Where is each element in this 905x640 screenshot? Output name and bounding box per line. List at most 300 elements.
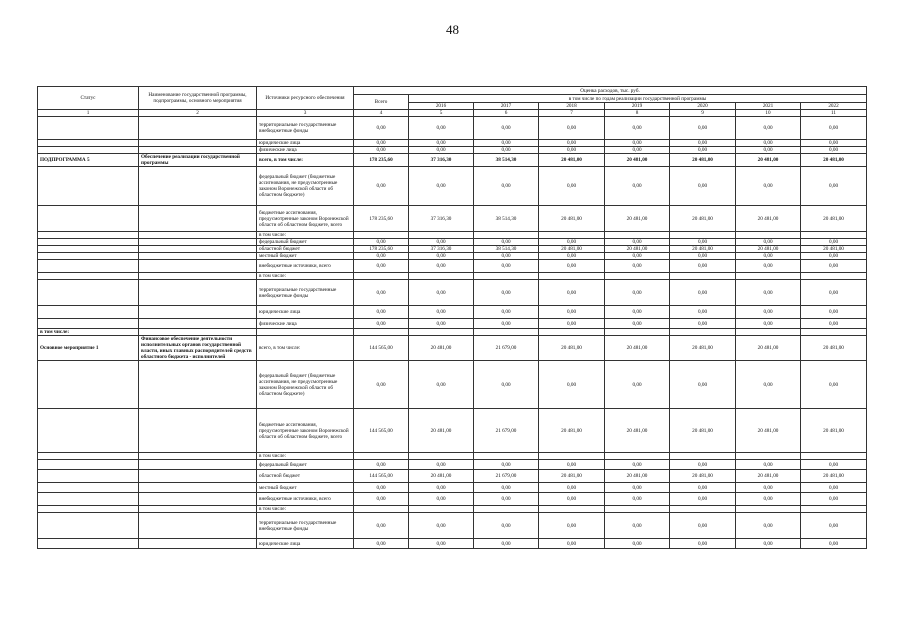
- row-year-value: 0,00: [409, 140, 474, 147]
- row-year-value: 0,00: [409, 147, 474, 154]
- row-year-value: 0,00: [736, 253, 801, 260]
- row-name: Финансовое обеспечение деятельности исполнительных органов государственной власти, иных главных распорядителей средств областного бюджета - исполнителей: [139, 336, 257, 361]
- row-year-value: 0,00: [736, 280, 801, 306]
- row-year-value: 0,00: [474, 361, 539, 409]
- row-year-value: 0,00: [409, 319, 474, 329]
- row-year-value: 0,00: [736, 167, 801, 206]
- row-year-value: 0,00: [474, 147, 539, 154]
- row-total: 0,00: [354, 493, 409, 506]
- row-source: федеральный бюджет (бюджетные ассигнования, не предусмотренные законом Воронежской области об областном бюджете): [257, 361, 354, 409]
- row-year-value: 0,00: [605, 319, 670, 329]
- column-number: 9: [670, 110, 736, 117]
- table-row: [38, 306, 867, 319]
- row-year-value: [801, 329, 867, 336]
- row-name: [139, 280, 257, 306]
- table-row: [38, 280, 867, 306]
- row-name: [139, 253, 257, 260]
- row-total: 0,00: [354, 460, 409, 470]
- row-year-value: 0,00: [409, 306, 474, 319]
- row-year-value: 0,00: [474, 539, 539, 549]
- row-year-value: 0,00: [670, 306, 736, 319]
- row-year-value: 0,00: [801, 361, 867, 409]
- row-year-value: 0,00: [474, 319, 539, 329]
- row-year-value: 0,00: [736, 319, 801, 329]
- row-status: [38, 206, 139, 232]
- row-year-value: 0,00: [539, 147, 605, 154]
- row-year-value: 0,00: [539, 539, 605, 549]
- row-year-value: [409, 453, 474, 460]
- row-year-value: 20 481,00: [605, 246, 670, 253]
- table-row: [38, 147, 867, 154]
- row-year-value: 0,00: [736, 493, 801, 506]
- row-year-value: 0,00: [474, 253, 539, 260]
- row-year-value: 20 481,00: [670, 470, 736, 483]
- row-total: 0,00: [354, 147, 409, 154]
- row-year-value: 20 481,00: [539, 246, 605, 253]
- row-year-value: 0,00: [605, 147, 670, 154]
- row-total: [354, 329, 409, 336]
- row-year-value: 20 481,00: [670, 206, 736, 232]
- table-row: [38, 154, 867, 167]
- row-year-value: 20 481,00: [539, 206, 605, 232]
- row-source: юридические лица: [257, 140, 354, 147]
- row-year-value: [474, 273, 539, 280]
- table-row: [38, 539, 867, 549]
- row-year-value: [605, 273, 670, 280]
- table-row: [38, 460, 867, 470]
- row-total: [354, 453, 409, 460]
- row-name: Обеспечение реализации государственной программы: [139, 154, 257, 167]
- row-year-value: 0,00: [736, 260, 801, 273]
- row-year-value: 38 514,30: [474, 246, 539, 253]
- row-year-value: 21 679,00: [474, 470, 539, 483]
- row-total: 144 565,00: [354, 336, 409, 361]
- row-total: 178 235,60: [354, 154, 409, 167]
- row-year-value: 20 481,00: [539, 154, 605, 167]
- row-year-value: 0,00: [474, 167, 539, 206]
- row-year-value: 0,00: [539, 319, 605, 329]
- row-name: [139, 409, 257, 453]
- row-source: внебюджетные источники, всего: [257, 493, 354, 506]
- row-year-value: 20 481,00: [409, 470, 474, 483]
- row-total: 0,00: [354, 483, 409, 493]
- row-year-value: 0,00: [409, 483, 474, 493]
- row-year-value: 20 481,00: [736, 409, 801, 453]
- row-source: федеральный бюджет (бюджетные ассигнования, не предусмотренные законом Воронежской области об областном бюджете): [257, 167, 354, 206]
- row-year-value: 0,00: [474, 260, 539, 273]
- table-body: [38, 117, 867, 549]
- row-status: [38, 147, 139, 154]
- row-name: [139, 306, 257, 319]
- row-year-value: 0,00: [736, 239, 801, 246]
- row-total: [354, 506, 409, 513]
- row-status: [38, 280, 139, 306]
- row-status: [38, 319, 139, 329]
- row-name: [139, 329, 257, 336]
- row-name: [139, 273, 257, 280]
- row-year-value: [670, 329, 736, 336]
- row-source: федеральный бюджет: [257, 460, 354, 470]
- row-year-value: 20 481,00: [736, 206, 801, 232]
- row-status: [38, 470, 139, 483]
- row-year-value: 0,00: [409, 513, 474, 539]
- row-year-value: 0,00: [670, 253, 736, 260]
- header-status: Статус: [38, 87, 139, 110]
- row-year-value: 0,00: [474, 140, 539, 147]
- row-year-value: 0,00: [409, 167, 474, 206]
- row-year-value: 0,00: [736, 513, 801, 539]
- row-name: [139, 319, 257, 329]
- row-year-value: 20 481,00: [801, 409, 867, 453]
- header-by-years: в том числе по годам реализации государственной программы: [409, 95, 867, 103]
- row-status: [38, 483, 139, 493]
- row-status: [38, 513, 139, 539]
- row-source: в том числе:: [257, 273, 354, 280]
- row-year-value: 0,00: [801, 460, 867, 470]
- column-number: 2: [139, 110, 257, 117]
- row-year-value: 20 481,00: [670, 409, 736, 453]
- row-status: [38, 460, 139, 470]
- column-number: 11: [801, 110, 867, 117]
- row-source: юридические лица: [257, 539, 354, 549]
- row-name: [139, 167, 257, 206]
- row-year-value: 0,00: [801, 280, 867, 306]
- header-source: Источники ресурсного обеспечения: [257, 87, 354, 110]
- row-name: [139, 506, 257, 513]
- row-year-value: 20 481,00: [801, 154, 867, 167]
- table-row: [38, 232, 867, 239]
- row-year-value: [409, 329, 474, 336]
- row-year-value: [474, 506, 539, 513]
- row-status: [38, 140, 139, 147]
- row-source: в том числе:: [257, 506, 354, 513]
- row-year-value: 0,00: [409, 239, 474, 246]
- row-status: [38, 506, 139, 513]
- row-year-value: 20 481,00: [409, 336, 474, 361]
- row-total: 144 565,00: [354, 409, 409, 453]
- row-year-value: 0,00: [605, 513, 670, 539]
- row-source: бюджетные ассигнования, предусмотренные законом Воронежской области об областном бюджете, всего: [257, 409, 354, 453]
- row-total: 178 235,60: [354, 246, 409, 253]
- row-status: [38, 453, 139, 460]
- row-name: [139, 147, 257, 154]
- table-row: [38, 493, 867, 506]
- row-year-value: 20 481,00: [539, 470, 605, 483]
- row-total: [354, 232, 409, 239]
- row-status: [38, 117, 139, 140]
- row-year-value: 0,00: [801, 239, 867, 246]
- row-name: [139, 140, 257, 147]
- row-total: 0,00: [354, 319, 409, 329]
- row-year-value: 0,00: [474, 493, 539, 506]
- row-year-value: 0,00: [605, 253, 670, 260]
- row-year-value: 0,00: [670, 117, 736, 140]
- row-total: 0,00: [354, 513, 409, 539]
- row-source: территориальные государственные внебюджетные фонды: [257, 513, 354, 539]
- row-year-value: 0,00: [605, 280, 670, 306]
- row-year-value: 0,00: [409, 253, 474, 260]
- row-year-value: 20 481,00: [670, 336, 736, 361]
- row-year-value: 0,00: [409, 260, 474, 273]
- row-year-value: 0,00: [605, 140, 670, 147]
- table-row: [38, 329, 867, 336]
- expense-estimate-table: [37, 86, 867, 549]
- row-year-value: [539, 232, 605, 239]
- row-status: [38, 306, 139, 319]
- row-status: [38, 239, 139, 246]
- row-year-value: 0,00: [736, 140, 801, 147]
- row-year-value: 20 481,00: [670, 154, 736, 167]
- row-year-value: 0,00: [801, 513, 867, 539]
- row-year-value: [801, 453, 867, 460]
- row-year-value: 20 481,00: [539, 336, 605, 361]
- row-status: [38, 409, 139, 453]
- row-year-value: 0,00: [670, 539, 736, 549]
- row-year-value: 0,00: [539, 280, 605, 306]
- row-status: Основное мероприятие 1: [38, 336, 139, 361]
- row-year-value: 0,00: [801, 117, 867, 140]
- row-year-value: 0,00: [801, 260, 867, 273]
- row-year-value: 0,00: [801, 483, 867, 493]
- row-year-value: 0,00: [474, 280, 539, 306]
- row-source: местный бюджет: [257, 483, 354, 493]
- row-year-value: [801, 506, 867, 513]
- row-year-value: 0,00: [409, 539, 474, 549]
- row-year-value: [736, 329, 801, 336]
- row-year-value: 0,00: [474, 513, 539, 539]
- row-source: юридические лица: [257, 306, 354, 319]
- column-number: 5: [409, 110, 474, 117]
- row-source: в том числе:: [257, 232, 354, 239]
- row-year-value: 0,00: [539, 483, 605, 493]
- row-year-value: 38 514,30: [474, 154, 539, 167]
- row-source: территориальные государственные внебюджетные фонды: [257, 117, 354, 140]
- row-source: всего, в том числе:: [257, 336, 354, 361]
- table-row: [38, 513, 867, 539]
- row-year-value: 38 514,30: [474, 206, 539, 232]
- row-source: физические лица: [257, 147, 354, 154]
- column-number: 4: [354, 110, 409, 117]
- table-row: [38, 246, 867, 253]
- row-year-value: 0,00: [736, 117, 801, 140]
- row-source: всего, в том числе:: [257, 154, 354, 167]
- row-status: [38, 361, 139, 409]
- row-year-value: 0,00: [736, 147, 801, 154]
- row-year-value: 20 481,00: [605, 470, 670, 483]
- header-year: 2017: [474, 103, 539, 110]
- row-year-value: 0,00: [539, 167, 605, 206]
- row-year-value: 0,00: [801, 493, 867, 506]
- header-year: 2020: [670, 103, 736, 110]
- row-total: 0,00: [354, 167, 409, 206]
- row-year-value: [539, 273, 605, 280]
- row-status: [38, 539, 139, 549]
- row-status: в том числе:: [38, 329, 139, 336]
- row-year-value: [474, 453, 539, 460]
- row-total: 0,00: [354, 253, 409, 260]
- row-year-value: 20 481,00: [409, 409, 474, 453]
- row-year-value: 0,00: [801, 167, 867, 206]
- row-year-value: 0,00: [736, 361, 801, 409]
- row-year-value: [409, 273, 474, 280]
- row-total: 0,00: [354, 239, 409, 246]
- row-year-value: [670, 273, 736, 280]
- row-status: [38, 493, 139, 506]
- row-total: [354, 273, 409, 280]
- row-year-value: [605, 453, 670, 460]
- row-status: [38, 273, 139, 280]
- row-year-value: 0,00: [670, 513, 736, 539]
- row-year-value: 0,00: [670, 460, 736, 470]
- row-year-value: 0,00: [736, 483, 801, 493]
- row-year-value: 0,00: [539, 117, 605, 140]
- row-year-value: 0,00: [670, 167, 736, 206]
- row-year-value: 21 679,00: [474, 336, 539, 361]
- row-year-value: 0,00: [736, 539, 801, 549]
- row-year-value: 0,00: [605, 117, 670, 140]
- header-year: 2016: [409, 103, 474, 110]
- row-source: [257, 329, 354, 336]
- column-number: 8: [605, 110, 670, 117]
- row-total: 0,00: [354, 140, 409, 147]
- row-year-value: 20 481,00: [801, 336, 867, 361]
- table-row: [38, 239, 867, 246]
- row-year-value: 20 481,00: [801, 470, 867, 483]
- row-year-value: 20 481,00: [736, 336, 801, 361]
- row-year-value: 0,00: [801, 306, 867, 319]
- header-year: 2018: [539, 103, 605, 110]
- header-year: 2022: [801, 103, 867, 110]
- header-year: 2021: [736, 103, 801, 110]
- row-year-value: [801, 232, 867, 239]
- row-year-value: 0,00: [801, 147, 867, 154]
- row-year-value: 0,00: [409, 460, 474, 470]
- row-total: 0,00: [354, 260, 409, 273]
- row-source: областной бюджет: [257, 470, 354, 483]
- row-name: [139, 206, 257, 232]
- row-year-value: [539, 453, 605, 460]
- row-year-value: [474, 329, 539, 336]
- row-year-value: [670, 506, 736, 513]
- row-year-value: 20 481,00: [605, 206, 670, 232]
- row-status: [38, 246, 139, 253]
- row-year-value: 0,00: [605, 483, 670, 493]
- row-source: областной бюджет: [257, 246, 354, 253]
- column-number: 3: [257, 110, 354, 117]
- table-row: [38, 167, 867, 206]
- row-name: [139, 460, 257, 470]
- row-name: [139, 470, 257, 483]
- row-year-value: 20 481,00: [539, 409, 605, 453]
- row-year-value: 0,00: [605, 167, 670, 206]
- row-year-value: 0,00: [539, 513, 605, 539]
- row-source: в том числе:: [257, 453, 354, 460]
- table-row: [38, 273, 867, 280]
- row-source: внебюджетные источники, всего: [257, 260, 354, 273]
- row-year-value: 0,00: [736, 306, 801, 319]
- row-year-value: [736, 453, 801, 460]
- row-name: [139, 483, 257, 493]
- row-source: местный бюджет: [257, 253, 354, 260]
- row-name: [139, 513, 257, 539]
- table-row: [38, 361, 867, 409]
- row-year-value: 0,00: [539, 361, 605, 409]
- row-total: 0,00: [354, 306, 409, 319]
- row-year-value: 20 481,00: [801, 246, 867, 253]
- row-year-value: 0,00: [801, 539, 867, 549]
- row-year-value: [605, 232, 670, 239]
- row-total: 0,00: [354, 539, 409, 549]
- row-year-value: [736, 232, 801, 239]
- row-year-value: 0,00: [605, 306, 670, 319]
- row-year-value: 20 481,00: [736, 246, 801, 253]
- row-year-value: [539, 329, 605, 336]
- row-year-value: [605, 506, 670, 513]
- row-year-value: [736, 273, 801, 280]
- row-year-value: 37 316,30: [409, 206, 474, 232]
- row-year-value: 0,00: [670, 280, 736, 306]
- table-row: [38, 140, 867, 147]
- row-year-value: [474, 232, 539, 239]
- row-year-value: 0,00: [539, 239, 605, 246]
- column-number: 10: [736, 110, 801, 117]
- row-year-value: [801, 273, 867, 280]
- row-year-value: 0,00: [539, 306, 605, 319]
- row-year-value: 0,00: [539, 260, 605, 273]
- table-row: [38, 117, 867, 140]
- row-year-value: 0,00: [736, 460, 801, 470]
- table-row: [38, 260, 867, 273]
- row-name: [139, 539, 257, 549]
- row-year-value: 0,00: [670, 140, 736, 147]
- row-year-value: 0,00: [409, 361, 474, 409]
- row-year-value: 20 481,00: [605, 154, 670, 167]
- row-year-value: 0,00: [474, 117, 539, 140]
- row-name: [139, 117, 257, 140]
- row-year-value: 0,00: [539, 140, 605, 147]
- row-year-value: 0,00: [474, 306, 539, 319]
- row-year-value: [409, 506, 474, 513]
- row-year-value: 37 316,30: [409, 154, 474, 167]
- row-year-value: 0,00: [605, 539, 670, 549]
- row-year-value: [539, 506, 605, 513]
- header-total: Всего: [354, 95, 409, 110]
- row-year-value: 37 316,30: [409, 246, 474, 253]
- row-year-value: 0,00: [409, 117, 474, 140]
- row-year-value: 0,00: [670, 361, 736, 409]
- table-row: [38, 206, 867, 232]
- row-year-value: 0,00: [670, 260, 736, 273]
- row-year-value: 0,00: [670, 147, 736, 154]
- table-row: [38, 253, 867, 260]
- row-status: [38, 253, 139, 260]
- row-status: [38, 260, 139, 273]
- row-name: [139, 246, 257, 253]
- row-name: [139, 239, 257, 246]
- row-total: 178 235,60: [354, 206, 409, 232]
- row-year-value: 0,00: [605, 239, 670, 246]
- row-year-value: [409, 232, 474, 239]
- column-number: 7: [539, 110, 605, 117]
- row-total: 144 565,00: [354, 470, 409, 483]
- column-number: 1: [38, 110, 139, 117]
- row-year-value: 0,00: [801, 319, 867, 329]
- row-year-value: 0,00: [670, 239, 736, 246]
- table-row: [38, 319, 867, 329]
- row-total: 0,00: [354, 280, 409, 306]
- table-row: [38, 409, 867, 453]
- row-name: [139, 493, 257, 506]
